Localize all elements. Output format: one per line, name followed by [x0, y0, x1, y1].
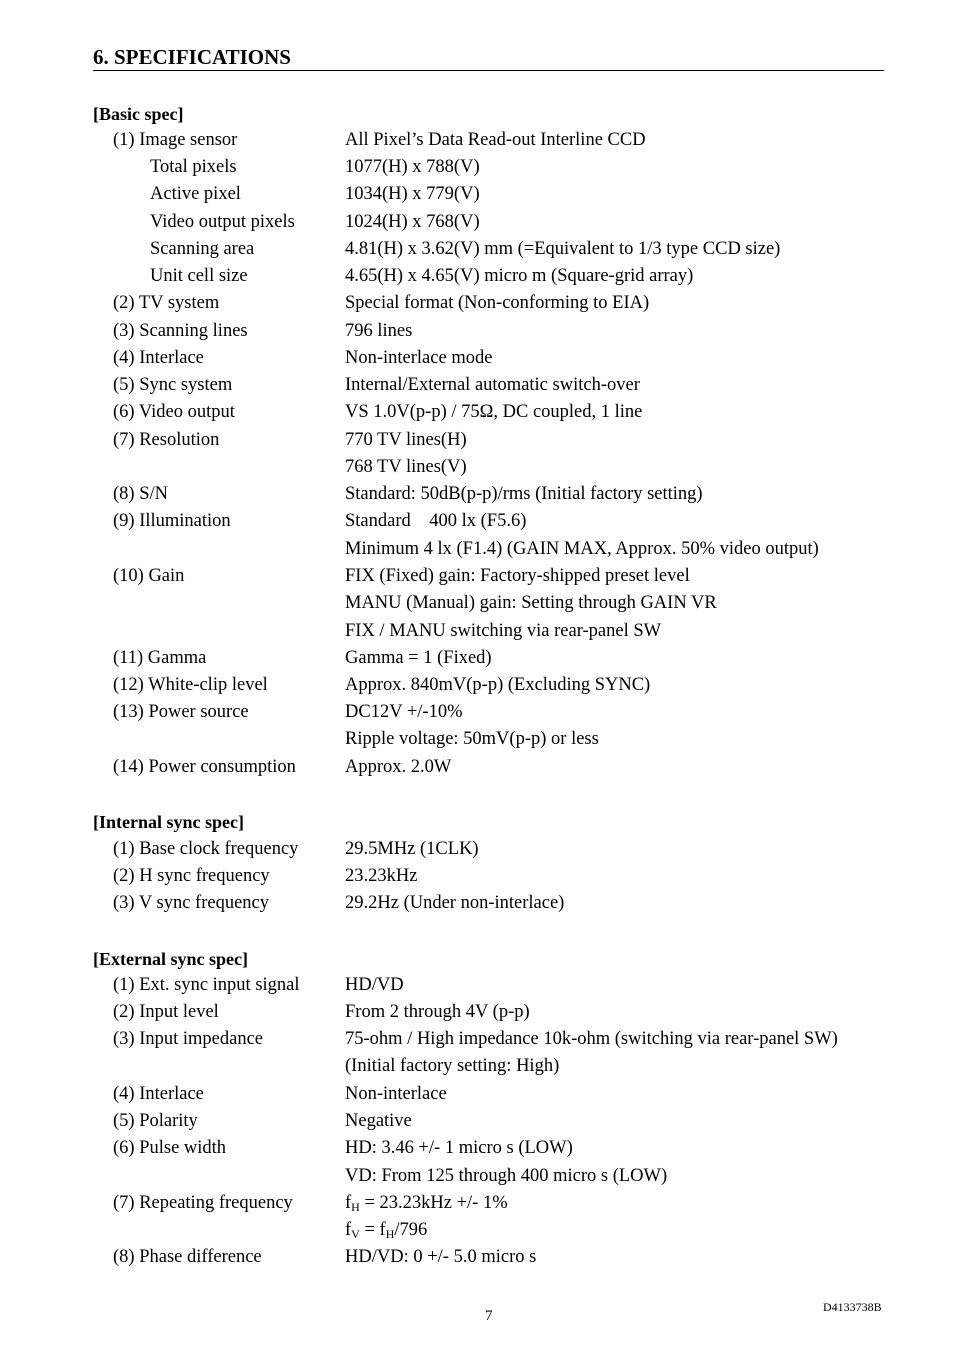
spec-label: (6) Video output — [113, 402, 235, 422]
spec-label: (12) White-clip level — [113, 675, 268, 695]
spec-label: (8) S/N — [113, 484, 168, 504]
spec-value: Special format (Non-conforming to EIA) — [345, 293, 650, 313]
spec-label: (5) Sync system — [113, 375, 233, 395]
spec-value: Internal/External automatic switch-over — [345, 375, 640, 395]
spec-label: (6) Pulse width — [113, 1138, 227, 1158]
spec-value: Minimum 4 lx (F1.4) (GAIN MAX, Approx. 50% video output) — [345, 539, 819, 559]
spec-value: 29.2Hz (Under non-interlace) — [345, 893, 565, 913]
spec-label: (7) Resolution — [113, 430, 220, 450]
spec-label: (1) Image sensor — [113, 130, 238, 150]
spec-label: (2) H sync frequency — [113, 866, 270, 886]
spec-value: HD/VD: 0 +/- 5.0 micro s — [345, 1247, 537, 1267]
basic-spec-heading: [Basic spec] — [93, 104, 184, 124]
spec-value: 29.5MHz (1CLK) — [345, 839, 479, 859]
spec-label: (5) Polarity — [113, 1111, 198, 1131]
external-sync-heading: [External sync spec] — [93, 949, 248, 969]
spec-value: 4.65(H) x 4.65(V) micro m (Square-grid array) — [345, 266, 694, 286]
spec-label: Total pixels — [150, 157, 237, 177]
fv-h-subscript: H — [385, 1227, 395, 1241]
fh-subscript: H — [351, 1200, 360, 1214]
page-title: 6. SPECIFICATIONS — [93, 44, 884, 71]
fv-value: /796 — [394, 1220, 428, 1240]
spec-label: Active pixel — [150, 184, 241, 204]
fh-symbol: f — [345, 1193, 352, 1213]
spec-value: Negative — [345, 1111, 412, 1131]
spec-label: (2) Input level — [113, 1002, 219, 1022]
spec-label: (11) Gamma — [113, 648, 207, 668]
spec-value: VS 1.0V(p-p) / 75Ω, DC coupled, 1 line — [345, 402, 643, 422]
spec-value: HD: 3.46 +/- 1 micro s (LOW) — [345, 1138, 573, 1158]
spec-value: All Pixel’s Data Read-out Interline CCD — [345, 130, 646, 150]
fv-subscript: V — [351, 1227, 360, 1241]
spec-value: Standard: 50dB(p-p)/rms (Initial factory setting) — [345, 484, 703, 504]
spec-label: (14) Power consumption — [113, 757, 296, 777]
spec-value: 768 TV lines(V) — [345, 457, 467, 477]
spec-value: Non-interlace — [345, 1084, 447, 1104]
page-number: 7 — [485, 1308, 493, 1324]
spec-value: 796 lines — [345, 321, 413, 341]
spec-label: (7) Repeating frequency — [113, 1193, 293, 1213]
spec-value: 75-ohm / High impedance 10k-ohm (switching via rear-panel SW) — [345, 1029, 838, 1049]
spec-value: 1034(H) x 779(V) — [345, 184, 480, 204]
spec-value — [345, 1217, 427, 1244]
spec-value: Approx. 2.0W — [345, 757, 452, 777]
spec-label: (9) Illumination — [113, 511, 231, 531]
fh-value: = 23.23kHz +/- 1% — [359, 1193, 508, 1213]
spec-label: (1) Ext. sync input signal — [113, 975, 300, 995]
spec-value: 770 TV lines(H) — [345, 430, 467, 450]
spec-label: (3) Input impedance — [113, 1029, 263, 1049]
spec-value: Non-interlace mode — [345, 348, 493, 368]
fv-symbol: f — [345, 1220, 352, 1240]
spec-label: (13) Power source — [113, 702, 249, 722]
spec-label: Video output pixels — [150, 212, 295, 232]
spec-label: (8) Phase difference — [113, 1247, 262, 1267]
spec-label: (3) Scanning lines — [113, 321, 248, 341]
spec-label: Unit cell size — [150, 266, 248, 286]
spec-label: Scanning area — [150, 239, 255, 259]
spec-value — [345, 1190, 508, 1217]
spec-value: 1024(H) x 768(V) — [345, 212, 480, 232]
spec-value: HD/VD — [345, 975, 404, 995]
spec-value: Approx. 840mV(p-p) (Excluding SYNC) — [345, 675, 651, 695]
spec-value: From 2 through 4V (p-p) — [345, 1002, 530, 1022]
spec-value: Standard 400 lx (F5.6) — [345, 511, 527, 531]
spec-value: 4.81(H) x 3.62(V) mm (=Equivalent to 1/3 type CCD size) — [345, 239, 781, 259]
spec-label: (2) TV system — [113, 293, 220, 313]
document-code: D4133738B — [823, 1300, 882, 1314]
spec-value: 23.23kHz — [345, 866, 418, 886]
spec-value: (Initial factory setting: High) — [345, 1056, 560, 1076]
spec-label: (4) Interlace — [113, 348, 204, 368]
spec-value: Gamma = 1 (Fixed) — [345, 648, 492, 668]
spec-label: (3) V sync frequency — [113, 893, 270, 913]
spec-label: (10) Gain — [113, 566, 185, 586]
spec-value: FIX (Fixed) gain: Factory-shipped preset level — [345, 566, 690, 586]
spec-value: DC12V +/-10% — [345, 702, 463, 722]
spec-value: Ripple voltage: 50mV(p-p) or less — [345, 729, 599, 749]
spec-value: 1077(H) x 788(V) — [345, 157, 480, 177]
spec-value: VD: From 125 through 400 micro s (LOW) — [345, 1166, 668, 1186]
spec-value: MANU (Manual) gain: Setting through GAIN VR — [345, 593, 717, 613]
spec-value: FIX / MANU switching via rear-panel SW — [345, 621, 662, 641]
spec-label: (4) Interlace — [113, 1084, 204, 1104]
fv-equals: = f — [359, 1220, 386, 1240]
spec-label: (1) Base clock frequency — [113, 839, 299, 859]
internal-sync-heading: [Internal sync spec] — [93, 812, 244, 832]
